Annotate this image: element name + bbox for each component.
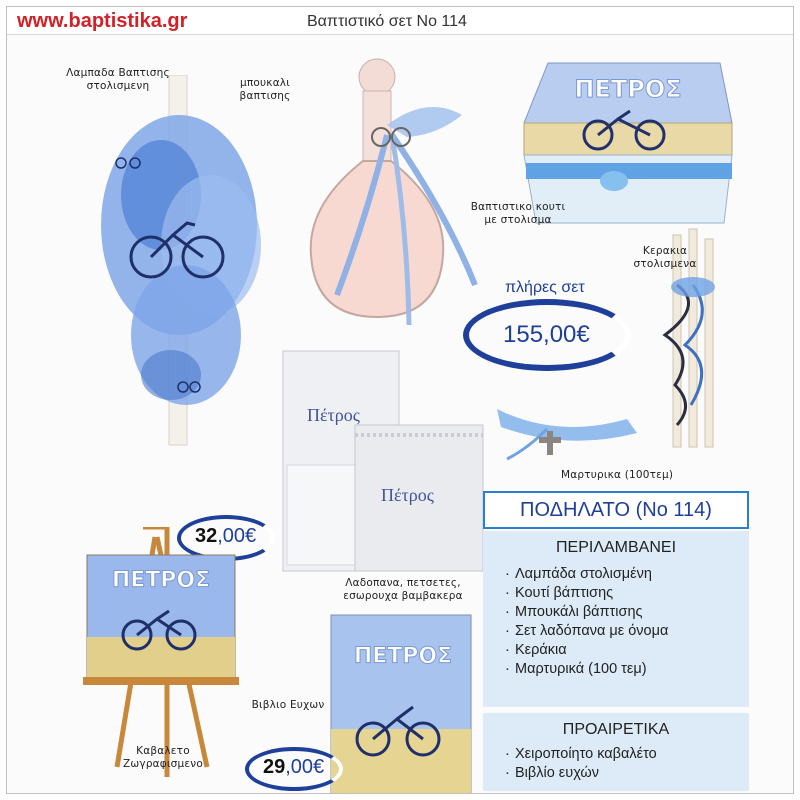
easel-caption-line-2: Ζωγραφισμενο bbox=[123, 758, 203, 770]
painted-easel-image bbox=[77, 527, 257, 777]
list-item: · Κεράκια bbox=[505, 642, 567, 658]
list-item: · Κουτί βάπτισης bbox=[505, 585, 614, 601]
favors-image bbox=[487, 399, 647, 469]
header-bar bbox=[7, 7, 794, 35]
decorated-candle-image bbox=[91, 75, 281, 455]
book-price-rest: ,00€ bbox=[285, 756, 325, 778]
easel-caption-line-1: Καβαλετο bbox=[136, 745, 190, 757]
list-item: · Μπουκάλι βάπτισης bbox=[505, 604, 643, 620]
optional-heading: ΠΡΟΑΙΡΕΤΙΚΑ bbox=[562, 721, 670, 738]
bottle-caption bbox=[225, 77, 305, 103]
box-caption-line-2: με στολισμα bbox=[484, 214, 552, 226]
product-sheet bbox=[6, 6, 794, 794]
candle-caption-line-1: Λαμπαδα Βαπτισης bbox=[66, 67, 170, 79]
box-caption-line-1: Βαπτιστικο κουτι bbox=[470, 201, 566, 213]
site-url-link[interactable]: www.baptistika.gr bbox=[17, 10, 188, 32]
towels-set-image bbox=[277, 345, 487, 575]
full-set-price-badge bbox=[463, 277, 633, 373]
includes-list bbox=[483, 565, 749, 679]
set-title: Βαπτιστικό σετ Νο 114 bbox=[307, 13, 467, 30]
favors-caption: Μαρτυρικα (100τεμ) bbox=[561, 469, 674, 481]
optional-panel bbox=[483, 713, 749, 791]
full-set-label: πλήρες σετ bbox=[505, 279, 585, 296]
optional-list bbox=[483, 745, 749, 783]
full-set-price: 155,00€ bbox=[503, 321, 590, 348]
candle-caption-line-2: στολισμενη bbox=[86, 80, 150, 92]
towels-caption-line-1: Λαδοπανα, πετσετες, bbox=[345, 577, 461, 589]
towels-caption-line-2: εσωρουχα βαμβακερα bbox=[343, 590, 463, 602]
easel-price-rest: ,00€ bbox=[217, 525, 257, 547]
wish-book-image bbox=[327, 611, 477, 794]
list-item: · Χειροποίητο καβαλέτο bbox=[505, 746, 657, 762]
box-caption bbox=[463, 201, 573, 227]
includes-panel bbox=[483, 531, 749, 707]
small-candles-caption bbox=[625, 245, 705, 271]
bottle-caption-line-1: μπουκαλι bbox=[240, 77, 290, 89]
candle-caption bbox=[53, 67, 183, 93]
easel-price-whole: 32 bbox=[195, 525, 218, 547]
book-name-text: ΠΕΤΡΟΣ bbox=[353, 644, 453, 669]
book-caption: Βιβλιο Ευχων bbox=[251, 699, 325, 711]
book-price-badge bbox=[245, 747, 345, 793]
bottle-caption-line-2: βαπτισης bbox=[239, 90, 291, 102]
product-name-title: ΠΟΔΗΛΑΤΟ (Νο 114) bbox=[483, 491, 749, 529]
list-item: · Μαρτυρικά (100 τεμ) bbox=[505, 661, 647, 677]
includes-heading: ΠΕΡΙΛΑΜΒΑΝΕΙ bbox=[555, 539, 677, 556]
small-candles-caption-line-2: στολισμενα bbox=[633, 258, 697, 270]
towel-name-label-2: Πέτρος bbox=[381, 485, 434, 505]
list-item: · Σετ λαδόπανα με όνομα bbox=[505, 623, 669, 639]
book-price-whole: 29 bbox=[263, 756, 286, 778]
towels-caption bbox=[333, 577, 473, 603]
towel-name-label: Πέτρος bbox=[307, 405, 360, 425]
list-item: · Λαμπάδα στολισμένη bbox=[505, 566, 652, 582]
box-name-text: ΠΕΤΡΟΣ bbox=[574, 75, 682, 103]
baptism-bottle-image bbox=[297, 55, 487, 335]
easel-caption bbox=[103, 745, 223, 771]
small-candles-caption-line-1: Κερακια bbox=[642, 245, 688, 257]
list-item: · Βιβλίο ευχών bbox=[505, 765, 599, 781]
easel-name-text: ΠΕΤΡΟΣ bbox=[111, 568, 211, 593]
